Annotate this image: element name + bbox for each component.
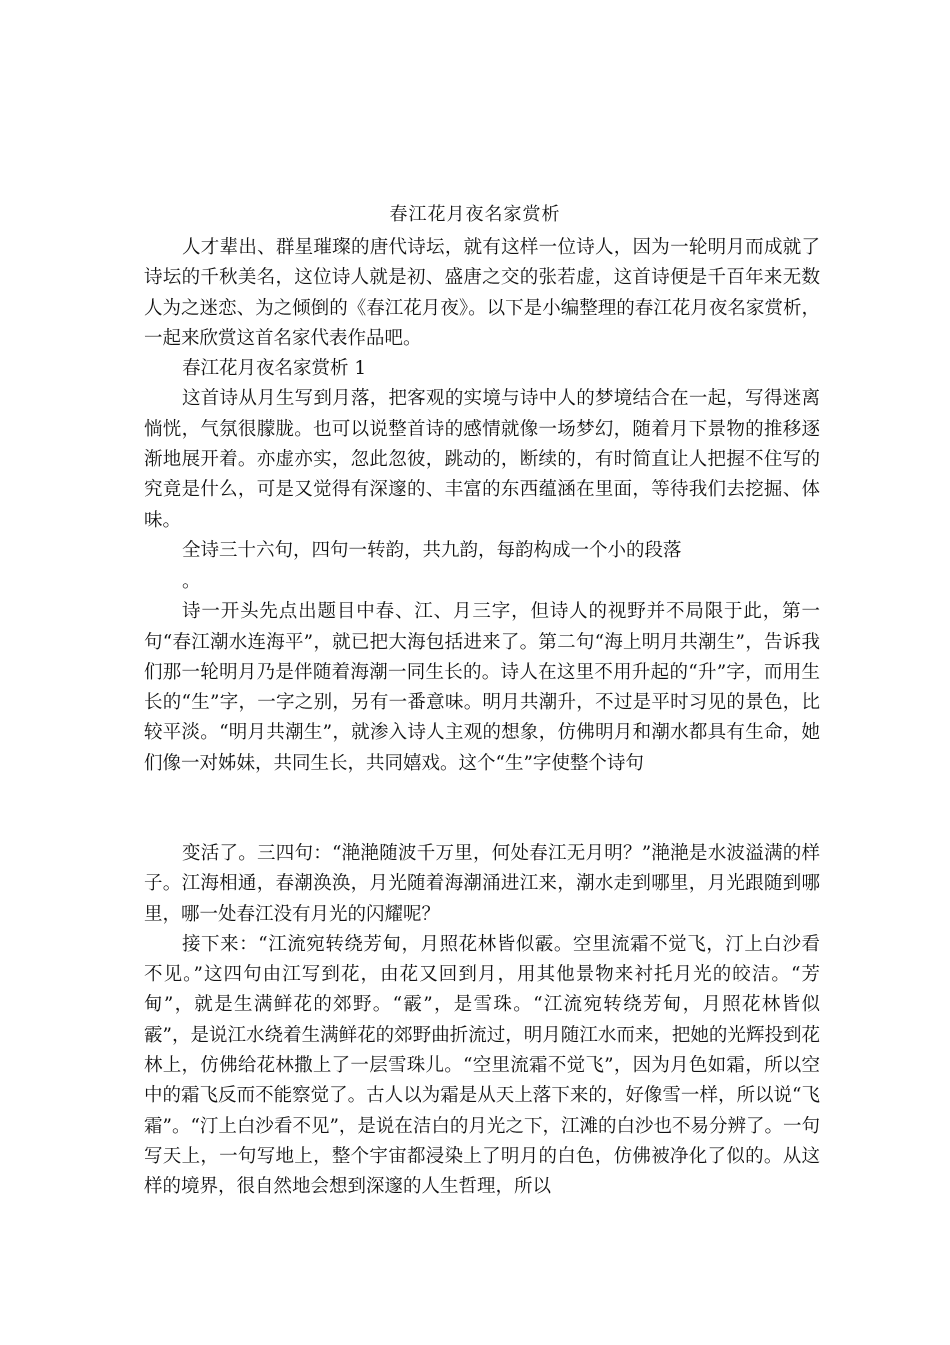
analysis-paragraph-2: 全诗三十六句，四句一转韵，共九韵，每韵构成一个小的段落: [182, 539, 682, 561]
analysis-paragraph-5: 接下来：“江流宛转绕芳甸，月照花林皆似霰。空里流霜不觉飞，汀上白沙看不见。”这四句由江写到花，由花又回到月，用其他景物来衬托月光的皎洁。“芳甸”，就是生满鲜花的郊野。“霰”，是雪珠。“江流宛转绕芳甸，月照花林皆似霰”，是说江水绕着生满鲜花的郊野曲折流过，明月随江水而来，把她的光辉投到花林上，仿佛给花林撒上了一层雪珠儿。“空里流霜不觉飞”，因为月色如霜，所以空中的霜飞反而不能察觉了。古人以为霜是从天上落下来的，好像雪一样，所以说“飞霜”。“汀上白沙看不见”，是说在洁白的月光之下，江滩的白沙也不易分辨了。一句写天上，一句写地上，整个宇宙都浸染上了明月的白色，仿佛被净化了似的。从这样的境界，很自然地会想到深邃的人生哲理，所以: [144, 933, 820, 1198]
document-title: 春江花月夜名家赏析: [389, 204, 561, 225]
intro-paragraph: 人才辈出、群星璀璨的唐代诗坛，就有这样一位诗人，因为一轮明月而成就了诗坛的千秋美名，这位诗人就是初、盛唐之交的张若虚，这首诗便是千百年来无数人为之迷恋、为之倾倒的《春江花月夜》。以下是小编整理的春江花月夜名家赏析，一起来欣赏这首名家代表作品吧。: [144, 237, 820, 349]
analysis-paragraph-4: 变活了。三四句：“滟滟随波千万里，何处春江无月明？”滟滟是水波溢满的样子。江海相通，春潮涣涣，月光随着海潮涌进江来，潮水走到哪里，月光跟随到哪里，哪一处春江没有月光的闪耀呢？: [144, 843, 820, 925]
text-block-1: [144, 233, 820, 566]
text-block-2: [144, 567, 820, 779]
punctuation-line: 。: [182, 571, 201, 592]
analysis-paragraph-1: 这首诗从月生写到月落，把客观的实境与诗中人的梦境结合在一起，写得迷离惝恍，气氛很朦胧。也可以说整首诗的感情就像一场梦幻，随着月下景物的推移逐渐地展开着。亦虚亦实，忽此忽彼，跳动的，断续的，有时简直让人把握不住写的究竟是什么，可是又觉得有深邃的、丰富的东西蕴涵在里面，等待我们去挖掘、体味。: [144, 388, 820, 531]
analysis-paragraph-3: 诗一开头先点出题目中春、江、月三字，但诗人的视野并不局限于此，第一句“春江潮水连海平”，就已把大海包括进来了。第二句“海上明月共潮生”，告诉我们那一轮明月乃是伴随着海潮一同生长的。诗人在这里不用升起的“升”字，而用生长的“生”字，一字之别，另有一番意味。明月共潮升，不过是平时习见的景色，比较平淡。“明月共潮生”，就渗入诗人主观的想象，仿佛明月和潮水都具有生命，她们像一对姊妹，共同生长，共同嬉戏。这个“生”字使整个诗句: [144, 601, 820, 774]
text-block-3: [144, 839, 820, 1203]
section-heading: 春江花月夜名家赏析 1: [182, 358, 367, 380]
